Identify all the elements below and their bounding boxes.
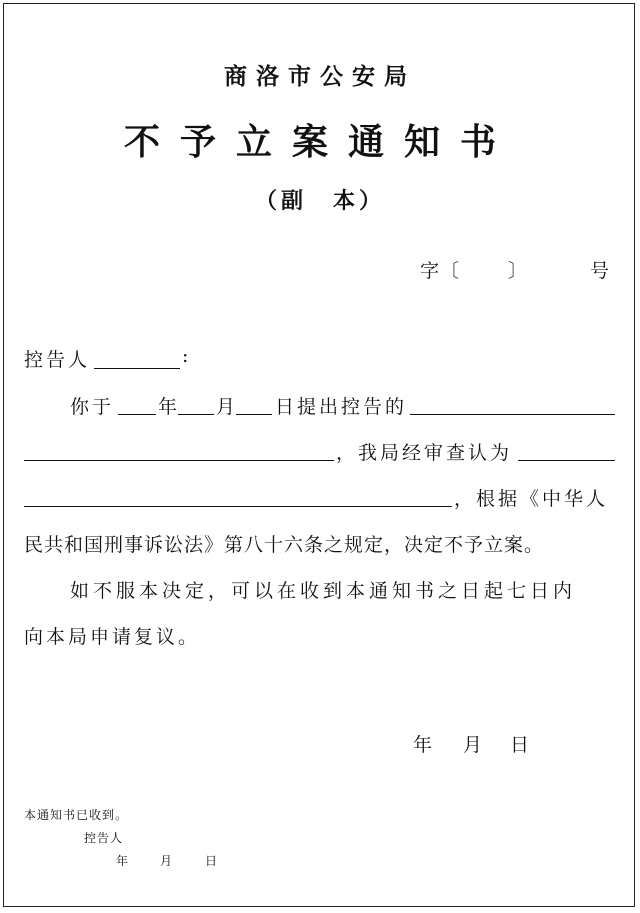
complaint-blank xyxy=(410,414,615,415)
line1-year: 年 xyxy=(158,396,181,418)
line1-month: 月 xyxy=(216,396,239,418)
date-day: 日 xyxy=(510,734,530,756)
copy-label: （副 本） xyxy=(254,188,385,214)
date-year: 年 xyxy=(413,734,433,756)
line5-text: 如不服本决定，可以在收到本通知书之日起七日内 xyxy=(70,580,577,602)
receipt-year: 年 xyxy=(116,854,130,868)
month-blank xyxy=(178,414,214,415)
receipt-signer: 控告人 xyxy=(84,831,124,845)
review-finding-continued-blank xyxy=(24,506,452,507)
addressee-blank xyxy=(94,368,180,369)
receipt-day: 日 xyxy=(205,854,219,868)
line3-text: ，根据《中华人 xyxy=(454,488,609,510)
addressee-colon: : xyxy=(182,345,192,367)
line1-prefix: 你于 xyxy=(70,396,115,418)
line2-text: ，我局经审查认为 xyxy=(336,442,513,464)
review-finding-blank xyxy=(518,460,615,461)
receipt-month: 月 xyxy=(160,854,174,868)
line6-text: 向本局申请复议。 xyxy=(24,626,201,648)
doc-number-bracket-open: 〔 xyxy=(440,260,460,282)
doc-number-hao: 号 xyxy=(590,260,610,282)
year-blank xyxy=(118,414,156,415)
doc-number-bracket-close: 〕 xyxy=(508,260,528,282)
line4-text: 民共和国刑事诉讼法》第八十六条之规定，决定不予立案。 xyxy=(24,534,545,556)
day-blank xyxy=(236,414,272,415)
receipt-received: 本通知书已收到。 xyxy=(24,808,129,822)
complaint-continued-blank xyxy=(24,460,334,461)
date-month: 月 xyxy=(463,734,483,756)
addressee-label: 控告人 xyxy=(24,349,91,371)
doc-number-zi: 字 xyxy=(420,260,440,282)
issuing-agency: 商洛市公安局 xyxy=(224,63,416,90)
document-title: 不予立案通知书 xyxy=(123,121,516,163)
line1-day-text: 日提出控告的 xyxy=(275,396,408,418)
